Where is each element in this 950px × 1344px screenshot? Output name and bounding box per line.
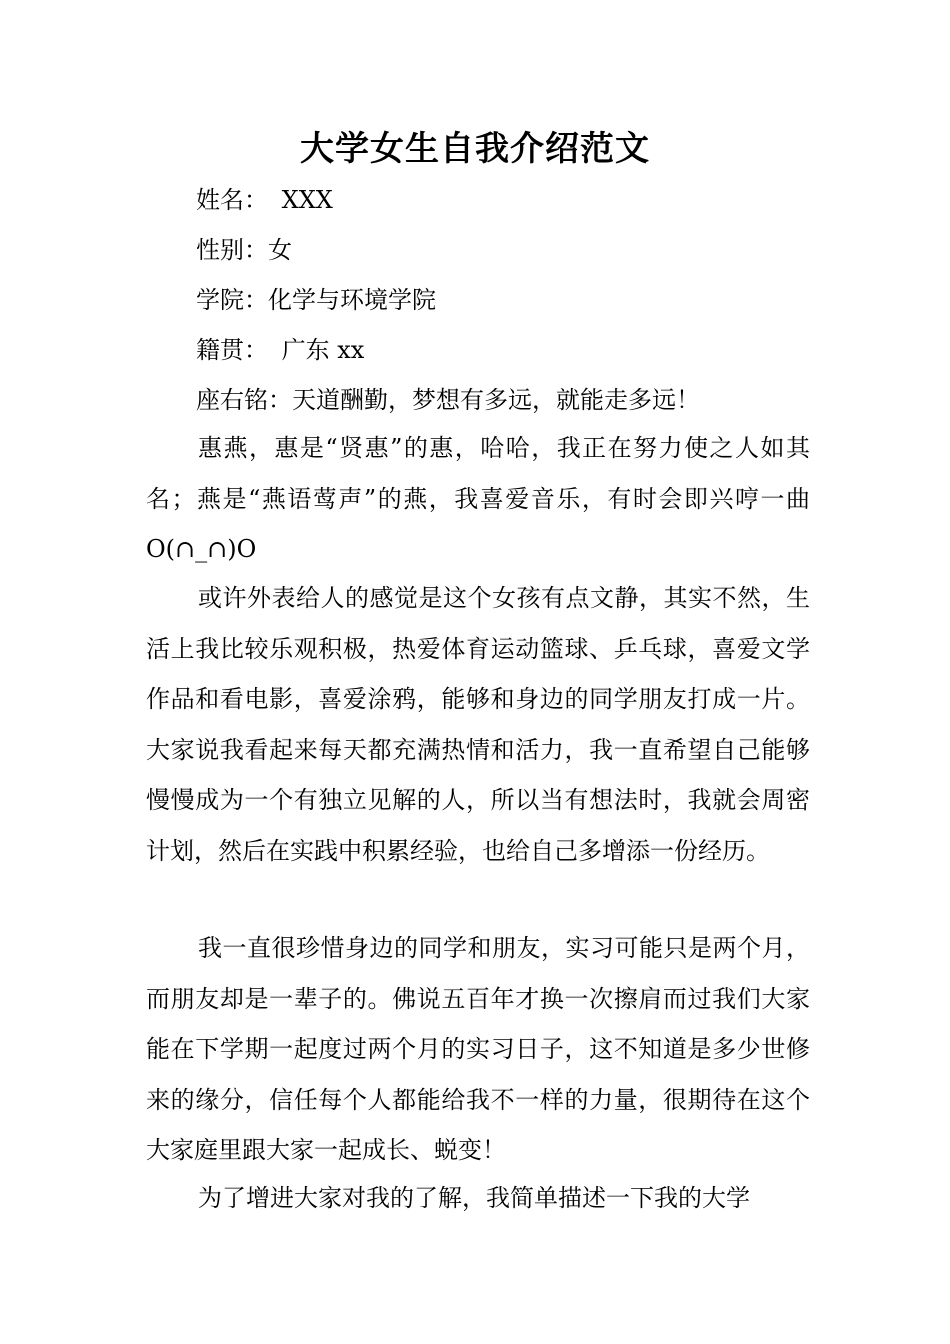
info-label: 姓名： — [196, 186, 268, 214]
document-title: 大学女生自我介绍范文 — [300, 129, 650, 169]
info-value: 天道酬勤，梦想有多远，就能走多远！ — [292, 386, 700, 414]
info-line-college — [196, 283, 436, 317]
info-line-gender — [196, 233, 292, 267]
info-label: 学院： — [196, 286, 268, 314]
paragraph-4: 为了增进大家对我的了解，我简单描述一下我的大学 — [198, 1184, 750, 1212]
info-value: 广东 xx — [274, 336, 365, 364]
info-label: 座右铭： — [196, 386, 292, 414]
paragraph-3: 我一直很珍惜身边的同学和朋友，实习可能只是两个月，而朋友却是一辈子的。佛说五百年才换一次擦肩而过我们大家能在下学期一起度过两个月的实习日子，这不知道是多少世修来的缘分，信任每个人都能给我不一样的力量，很期待在这个大家庭里跟大家一起成长、蜕变！ — [146, 934, 810, 1164]
info-label: 性别： — [196, 236, 268, 264]
info-line-name — [196, 183, 333, 217]
info-label: 籍贯： — [196, 336, 268, 364]
info-line-motto — [196, 383, 700, 417]
info-value: 化学与环境学院 — [268, 286, 436, 314]
info-line-hometown — [196, 333, 364, 367]
info-value: XXX — [274, 186, 333, 214]
paragraph-1: 惠燕，惠是“贤惠”的惠，哈哈，我正在努力使之人如其名；燕是“燕语莺声”的燕，我喜爱音乐，有时会即兴哼一曲 O(∩_∩)O — [146, 434, 810, 563]
paragraph-2: 或许外表给人的感觉是这个女孩有点文静，其实不然，生活上我比较乐观积极，热爱体育运动篮球、乒乓球，喜爱文学作品和看电影，喜爱涂鸦，能够和身边的同学朋友打成一片。大家说我看起来每天都充满热情和活力，我一直希望自己能够慢慢成为一个有独立见解的人，所以当有想法时，我就会周密计划，然后在实践中积累经验，也给自己多增添一份经历。 — [146, 584, 810, 865]
info-value: 女 — [268, 236, 292, 264]
